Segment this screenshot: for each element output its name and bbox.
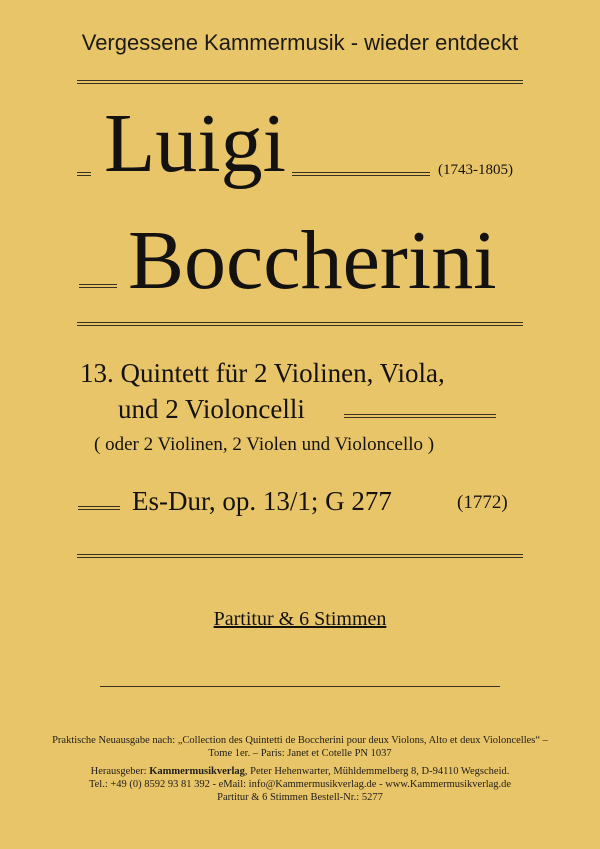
divider-double <box>79 284 117 288</box>
divider-double <box>344 414 496 418</box>
divider-line <box>100 686 500 687</box>
footer-source-line1: Praktische Neuausgabe nach: „Collection des Quintetti de Boccherini pour deux Violons, Alto et deux Violoncelles“ – <box>52 735 548 746</box>
composer-last-name: Boccherini <box>128 214 497 307</box>
work-year: (1772) <box>457 492 508 513</box>
work-alternative-scoring: ( oder 2 Violinen, 2 Violen und Violoncello ) <box>94 434 435 455</box>
footer-contact: Tel.: +49 (0) 8592 93 81 392 - eMail: info@Kammermusikverlag.de - www.Kammermusikverlag.de <box>88 779 512 790</box>
divider-double <box>77 172 91 176</box>
divider-double <box>292 172 430 176</box>
divider-double <box>77 554 523 558</box>
composer-life-dates: (1743-1805) <box>438 162 513 178</box>
composer-first-name: Luigi <box>104 97 286 190</box>
work-title-line2: und 2 Violoncelli <box>118 394 305 424</box>
footer-source <box>0 734 600 760</box>
publisher-name: Kammermusikverlag <box>149 766 245 777</box>
divider-double <box>77 80 523 84</box>
publisher-prefix: Herausgeber: <box>90 766 150 777</box>
divider-double <box>78 506 120 510</box>
work-title-line1: 13. Quintett für 2 Violinen, Viola, <box>80 358 445 388</box>
footer-publisher-line <box>0 765 600 778</box>
footer-order-number: Partitur & 6 Stimmen Bestell-Nr.: 5277 <box>217 792 383 803</box>
footer-source-line2: Tome 1er. – Paris: Janet et Cotelle PN 1037 <box>208 748 392 759</box>
edition-label: Partitur & 6 Stimmen <box>213 608 387 630</box>
divider-double <box>77 322 523 326</box>
publisher-address: , Peter Hehenwarter, Mühldemmelberg 8, D-94110 Wegscheid. <box>244 766 510 777</box>
work-key-opus: Es-Dur, op. 13/1; G 277 <box>132 486 392 516</box>
footer-publisher <box>0 765 600 804</box>
series-title: Vergessene Kammermusik - wieder entdeckt <box>81 30 519 55</box>
